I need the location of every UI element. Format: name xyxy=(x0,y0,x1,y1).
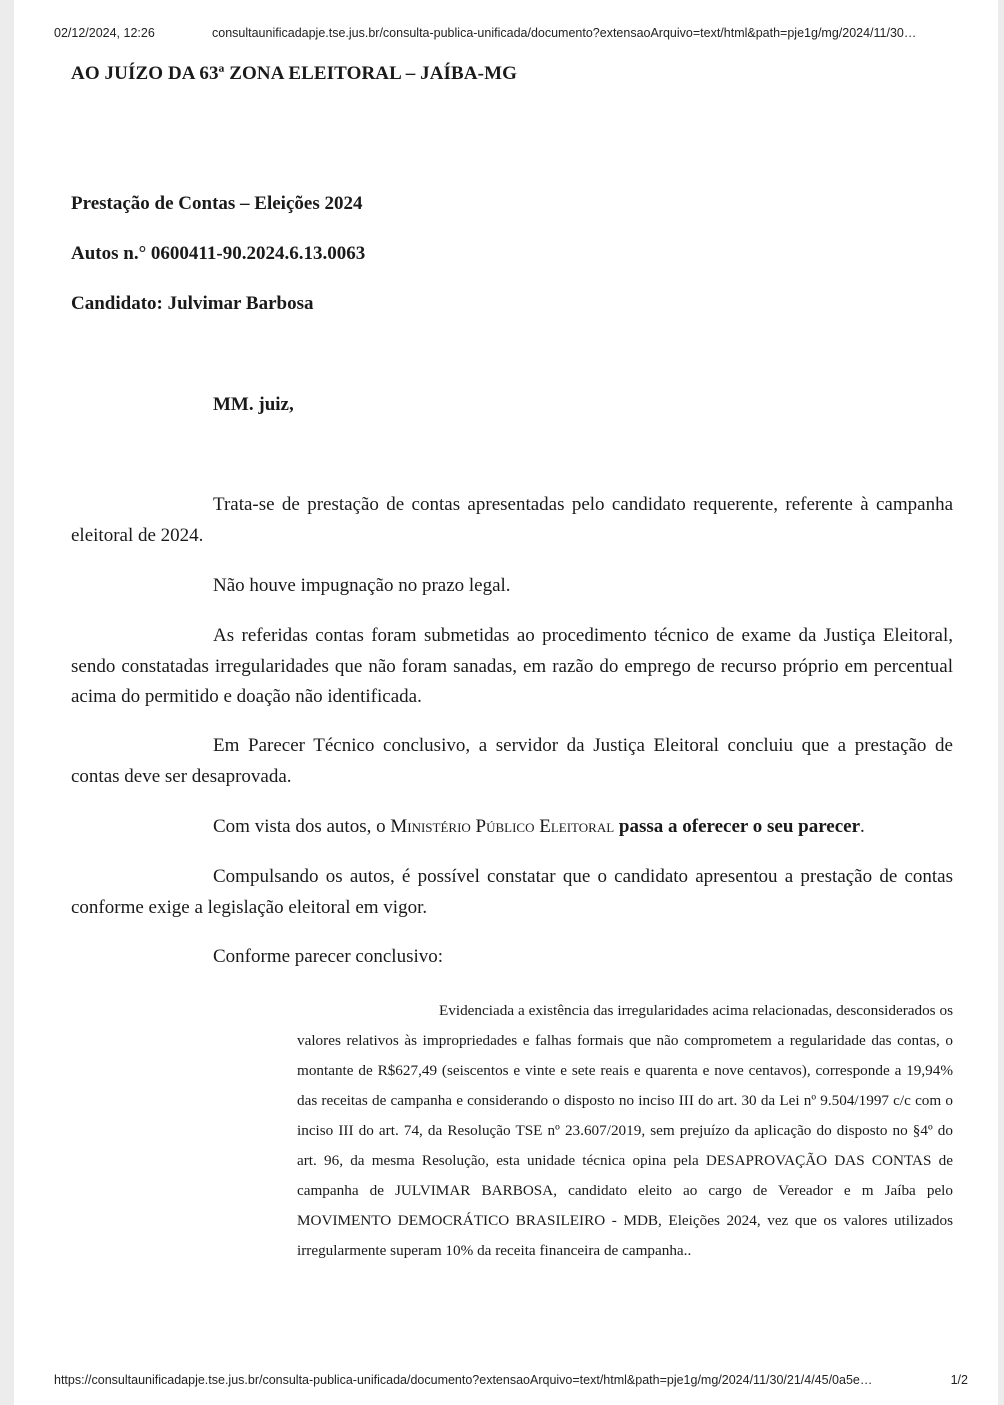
print-datetime: 02/12/2024, 12:26 xyxy=(54,26,155,40)
paragraph-ministry-lead: Com vista dos autos, o xyxy=(213,816,391,837)
ministry-name: Ministério Público Eleitoral xyxy=(390,816,615,837)
paragraph-analysis: Compulsando os autos, é possível constatar que o candidato apresentou a prestação de contas conforme exige a legislação eleitoral em vigor. xyxy=(71,866,953,918)
paragraph-intro: Trata-se de prestação de contas apresentadas pelo candidato requerente, referente à campanha eleitoral de 2024. xyxy=(71,494,953,546)
page-indicator: 1/2 xyxy=(950,1373,968,1387)
block-quote: Evidenciada a existência das irregularidades acima relacionadas, desconsiderados os valores relativos às impropriedades e falhas formais que não comprometem a regularidade das contas, o montante de R$627,49 (seiscentos e vinte e sete reais e quarenta e nove centavos), corresponde a 19,94% das receitas de campanha e considerando o disposto no inciso III do art. 30 da Lei nº 9.504/1997 c/c com o inciso III do art. 74, da Resolução TSE nº 23.607/2019, sem prejuízo da aplicação do disposto no §4º do art. 96, da mesma Resolução, esta unidade técnica opina pela DESAPROVAÇÃO DAS CONTAS de campanha de JULVIMAR BARBOSA, candidato eleito ao cargo de Vereador e m Jaíba pelo MOVIMENTO DEMOCRÁTICO BRASILEIRO - MDB, Eleições 2024, vez que os valores utilizados irregularmente superam 10% da receita financeira de campanha.. xyxy=(297,1002,953,1259)
candidate-name: Candidato: Julvimar Barbosa xyxy=(71,293,314,314)
paragraph-conclusive-intro: Conforme parecer conclusivo: xyxy=(213,946,444,967)
paragraph-technical-opinion: Em Parecer Técnico conclusivo, a servidor da Justiça Eleitoral concluiu que a prestação de contas deve ser desaprovada. xyxy=(71,735,953,787)
print-header-url: consultaunificadapje.tse.jus.br/consulta-publica-unificada/documento?extensaoArquivo=text/html&path=pje1g/mg/2024/11/30… xyxy=(212,26,917,40)
case-number: Autos n.° 0600411-90.2024.6.13.0063 xyxy=(71,243,366,264)
paragraph-ministry xyxy=(71,812,953,843)
paragraph-no-challenge: Não houve impugnação no prazo legal. xyxy=(213,575,511,596)
salutation: MM. juiz, xyxy=(213,394,294,415)
court-heading: AO JUÍZO DA 63ª ZONA ELEITORAL – JAÍBA-MG xyxy=(71,63,517,84)
print-footer-url: https://consultaunificadapje.tse.jus.br/consulta-publica-unificada/documento?extensaoArquivo=text/html&path=pje1g/mg/2024/11/30/21/4/45/0a5e… xyxy=(54,1373,873,1387)
paragraph-ministry-emphasis: passa a oferecer o seu parecer xyxy=(618,816,861,837)
paragraph-irregularities: As referidas contas foram submetidas ao procedimento técnico de exame da Justiça Eleitoral, sendo constatadas irregularidades que não foram sanadas, em razão do emprego de recurso próprio em percentual acima do permitido e doação não identificada. xyxy=(71,625,953,707)
paragraph-ministry-end: . xyxy=(860,816,865,837)
case-type: Prestação de Contas – Eleições 2024 xyxy=(71,193,363,214)
